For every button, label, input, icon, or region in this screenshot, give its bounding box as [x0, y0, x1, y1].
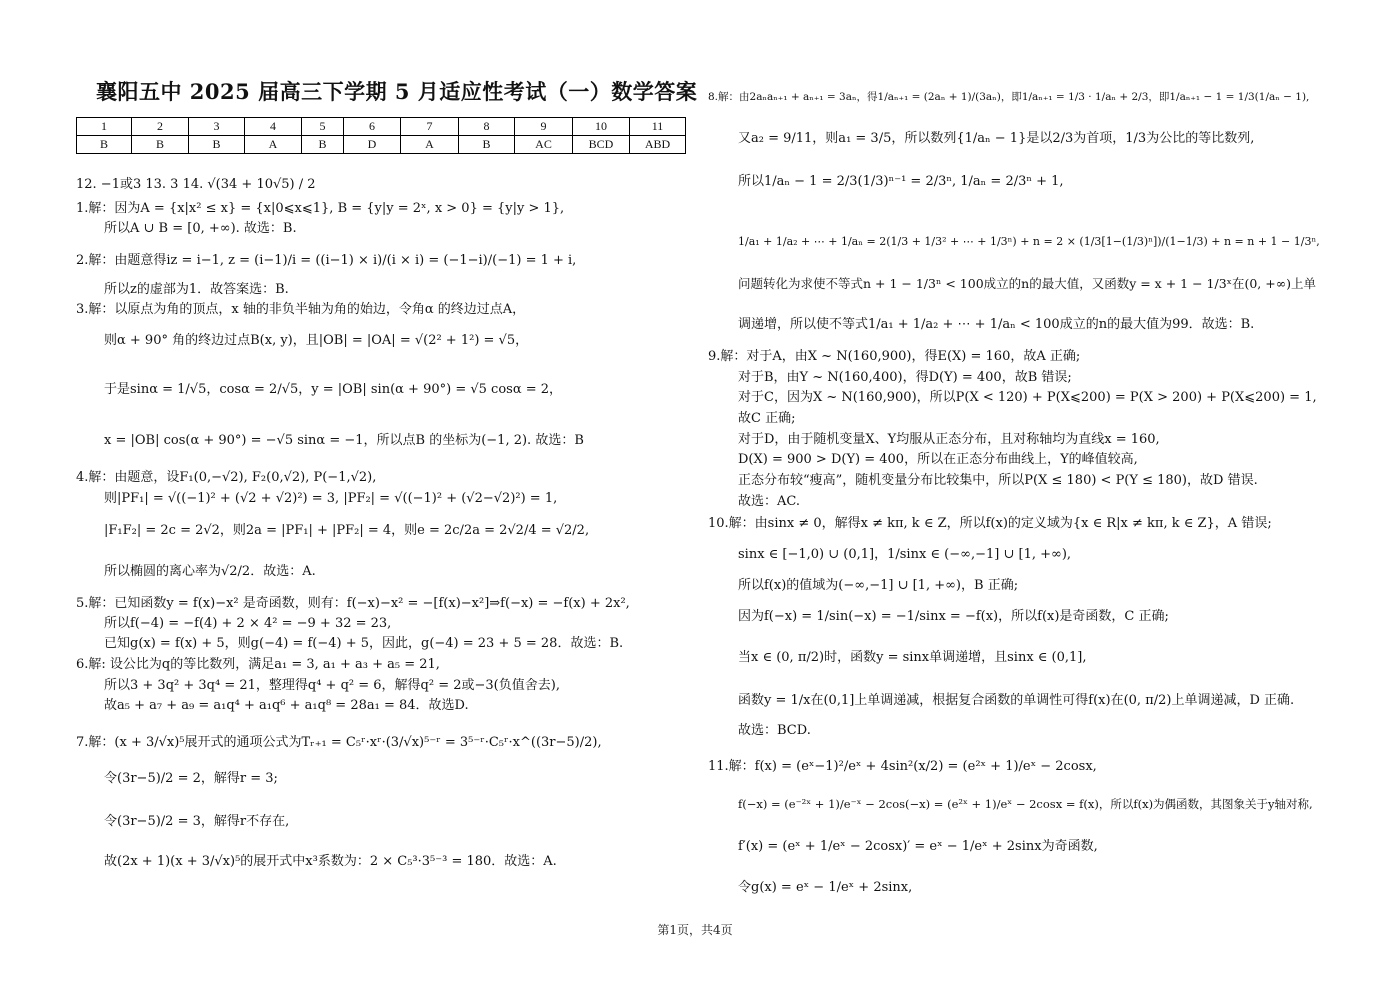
solution-line: 令g(x) = eˣ − 1/eˣ + 2sinx,	[738, 880, 913, 895]
answer-cell: A	[245, 136, 302, 154]
answer-cell: D	[344, 136, 401, 154]
answer-table	[76, 117, 686, 154]
answer-cell: ABD	[630, 136, 686, 154]
solution-line: 7.解：(x + 3/√x)⁵展开式的通项公式为Tᵣ₊₁ = C₅ʳ·xʳ·(3/√x)⁵⁻ʳ = 3⁵⁻ʳ·C₅ʳ·x^((3r−5)/2),	[76, 735, 602, 750]
solution-line: 故(2x + 1)(x + 3/√x)⁵的展开式中x³系数为：2 × C₅³·3⁵⁻³ = 180．故选：A.	[104, 854, 557, 869]
solution-line: 令(3r−5)/2 = 2，解得r = 3;	[104, 771, 278, 786]
answer-cell: A	[401, 136, 459, 154]
question-number: 3	[189, 118, 245, 136]
solution-line: 所以A ∪ B = [0, +∞). 故选：B.	[104, 221, 297, 236]
solution-line: 故C 正确;	[738, 411, 796, 426]
solution-line: 对于D，由于随机变量X、Y均服从正态分布，且对称轴均为直线x = 160,	[738, 432, 1160, 447]
solution-line: 则α + 90° 角的终边过点B(x, y)，且|OB| = |OA| = √(2² + 1²) = √5，	[104, 333, 529, 348]
solution-line: 调递增，所以使不等式1/a₁ + 1/a₂ + ⋯ + 1/aₙ < 100成立的n的最大值为99．故选：B.	[738, 317, 1255, 332]
solution-line: 当x ∈ (0, π/2)时，函数y = sinx单调递增，且sinx ∈ (0,1],	[738, 650, 1087, 665]
answer-cell: BCD	[573, 136, 630, 154]
answer-table-number-row	[77, 118, 686, 136]
answer-cell: B	[189, 136, 245, 154]
fill-in-answers: 12. −1或3 13. 3 14. √(34 + 10√5) / 2	[76, 177, 316, 192]
solution-line: 又a₂ = 9/11，则a₁ = 3/5，所以数列{1/aₙ − 1}是以2/3为首项，1/3为公比的等比数列,	[738, 131, 1255, 146]
solution-line: 故选：BCD.	[738, 723, 811, 738]
solution-line: 6.解: 设公比为q的等比数列，满足a₁ = 3, a₁ + a₃ + a₅ = 21,	[76, 657, 440, 672]
solution-line: 2.解：由题意得iz = i−1, z = (i−1)/i = ((i−1) × i)/(i × i) = (−1−i)/(−1) = 1 + i,	[76, 253, 577, 268]
solution-line: 9.解：对于A，由X ~ N(160,900)，得E(X) = 160，故A 正确;	[708, 349, 1081, 364]
solution-line: f(−x) = (e⁻²ˣ + 1)/e⁻ˣ − 2cos(−x) = (e²ˣ + 1)/eˣ − 2cosx = f(x)，所以f(x)为偶函数，其图象关于y轴对称,	[738, 797, 1313, 811]
solution-line: 11.解：f(x) = (eˣ−1)²/eˣ + 4sin²(x/2) = (e²ˣ + 1)/eˣ − 2cosx,	[708, 759, 1097, 774]
solution-line: 则|PF₁| = √((−1)² + (√2 + √2)²) = 3, |PF₂| = √((−1)² + (√2−√2)²) = 1,	[104, 491, 558, 506]
answer-cell: B	[132, 136, 189, 154]
solution-line: 1.解：因为A = {x|x² ≤ x} = {x|0⩽x⩽1}, B = {y|y = 2ˣ, x > 0} = {y|y > 1},	[76, 201, 565, 216]
question-number: 2	[132, 118, 189, 136]
question-number: 7	[401, 118, 459, 136]
solution-line: f′(x) = (eˣ + 1/eˣ − 2cosx)′ = eˣ − 1/eˣ + 2sinx为奇函数,	[738, 839, 1098, 854]
solution-line: 故选：AC.	[738, 494, 801, 509]
solution-line: 所以1/aₙ − 1 = 2/3(1/3)ⁿ⁻¹ = 2/3ⁿ, 1/aₙ = 2/3ⁿ + 1,	[738, 174, 1064, 189]
answer-cell: B	[77, 136, 132, 154]
solution-line: 对于B，由Y ~ N(160,400)，得D(Y) = 400，故B 错误;	[738, 370, 1072, 385]
solution-line: |F₁F₂| = 2c = 2√2，则2a = |PF₁| + |PF₂| = 4，则e = 2c/2a = 2√2/4 = √2/2,	[104, 523, 590, 538]
solution-line: 正态分布较“瘦高”，随机变量分布比较集中，所以P(X ≤ 180) < P(Y ≤ 180)，故D 错误.	[738, 473, 1258, 488]
question-number: 5	[302, 118, 344, 136]
question-number: 6	[344, 118, 401, 136]
solution-line: 所以3 + 3q² + 3q⁴ = 21，整理得q⁴ + q² = 6，解得q² = 2或−3(负值舍去),	[104, 678, 560, 693]
solution-line: 已知g(x) = f(x) + 5，则g(−4) = f(−4) + 5，因此，g(−4) = 23 + 5 = 28．故选：B.	[104, 636, 624, 651]
solution-line: 令(3r−5)/2 = 3，解得r不存在,	[104, 814, 290, 829]
solution-line: 所以椭圆的离心率为√2/2．故选：A.	[104, 564, 316, 579]
page-footer: 第1页，共4页	[657, 923, 733, 937]
question-number: 11	[630, 118, 686, 136]
solution-line: 1/a₁ + 1/a₂ + ⋯ + 1/aₙ = 2(1/3 + 1/3² + ⋯ + 1/3ⁿ) + n = 2 × (1/3[1−(1/3)ⁿ])/(1−1/3) + n = n + 1 − 1/3ⁿ,	[738, 235, 1320, 248]
solution-line: 问题转化为求使不等式n + 1 − 1/3ⁿ < 100成立的n的最大值，又函数y = x + 1 − 1/3ˣ在(0, +∞)上单	[738, 276, 1316, 291]
page-title: 襄阳五中 2025 届高三下学期 5 月适应性考试（一）数学答案	[96, 79, 698, 104]
solution-line: 5.解：已知函数y = f(x)−x² 是奇函数，则有：f(−x)−x² = −[f(x)−x²]⇒f(−x) = −f(x) + 2x²,	[76, 596, 630, 611]
solution-line: 所以f(x)的值域为(−∞,−1] ∪ [1, +∞)，B 正确;	[738, 578, 1019, 593]
solution-line: x = |OB| cos(α + 90°) = −√5 sinα = −1，所以点B 的坐标为(−1, 2). 故选：B	[104, 433, 584, 448]
answer-cell: AC	[515, 136, 573, 154]
answer-cell: B	[459, 136, 515, 154]
solution-line: 10.解：由sinx ≠ 0，解得x ≠ kπ, k ∈ Z，所以f(x)的定义域为{x ∈ R|x ≠ kπ, k ∈ Z}，A 错误;	[708, 516, 1272, 531]
question-number: 9	[515, 118, 573, 136]
question-number: 4	[245, 118, 302, 136]
solution-line: 于是sinα = 1/√5，cosα = 2/√5，y = |OB| sin(α + 90°) = √5 cosα = 2，	[104, 382, 563, 397]
solution-line: 所以z的虚部为1．故答案选：B.	[104, 282, 289, 297]
solution-line: sinx ∈ [−1,0) ∪ (0,1]，1/sinx ∈ (−∞,−1] ∪ [1, +∞),	[738, 547, 1072, 562]
solution-line: 8.解：由2aₙaₙ₊₁ + aₙ₊₁ = 3aₙ，得1/aₙ₊₁ = (2aₙ + 1)/(3aₙ)，即1/aₙ₊₁ = 1/3 · 1/aₙ + 2/3，即1/aₙ₊₁ − 1 = 1/3(1/aₙ − 1),	[708, 91, 1310, 103]
question-number: 1	[77, 118, 132, 136]
solution-line: 对于C，因为X ~ N(160,900)，所以P(X < 120) + P(X⩽200) = P(X > 200) + P(X⩽200) = 1,	[738, 390, 1317, 405]
solution-line: 所以f(−4) = −f(4) + 2 × 4² = −9 + 32 = 23,	[104, 616, 392, 631]
solution-line: 4.解：由题意，设F₁(0,−√2), F₂(0,√2), P(−1,√2),	[76, 470, 377, 485]
question-number: 8	[459, 118, 515, 136]
question-number: 10	[573, 118, 630, 136]
solution-line: 故a₅ + a₇ + a₉ = a₁q⁴ + a₁q⁶ + a₁q⁸ = 28a₁ = 84．故选D.	[104, 698, 469, 713]
solution-line: 因为f(−x) = 1/sin(−x) = −1/sinx = −f(x)，所以f(x)是奇函数，C 正确;	[738, 609, 1169, 624]
answer-cell: B	[302, 136, 344, 154]
answer-table-answer-row	[77, 136, 686, 154]
solution-line: 函数y = 1/x在(0,1]上单调递减，根据复合函数的单调性可得f(x)在(0, π/2)上单调递减，D 正确.	[738, 693, 1295, 708]
solution-line: D(X) = 900 > D(Y) = 400，所以在正态分布曲线上，Y的峰值较高,	[738, 452, 1138, 467]
solution-line: 3.解：以原点为角的顶点，x 轴的非负半轴为角的始边，令角α 的终边过点A，	[76, 302, 526, 317]
